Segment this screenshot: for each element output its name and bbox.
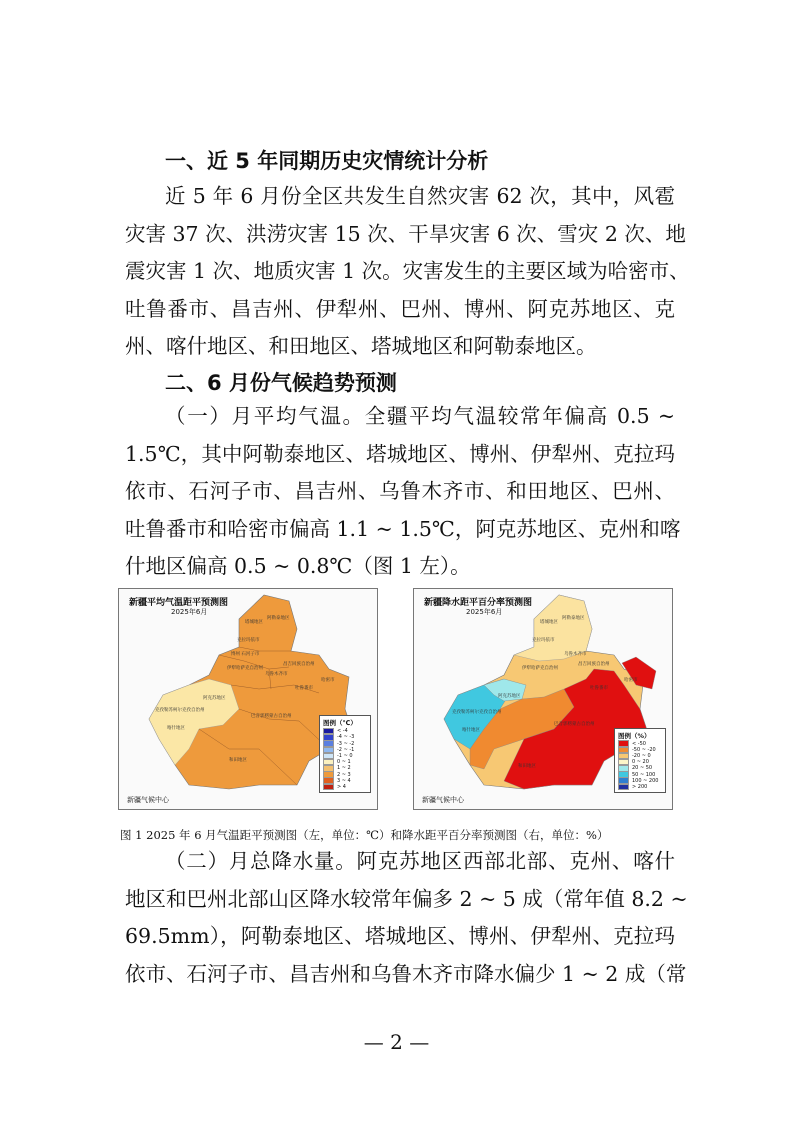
legend-swatch [618, 784, 629, 791]
legend-label: -1 ~ 0 [337, 752, 353, 759]
legend-label: -20 ~ 0 [632, 752, 651, 759]
paragraph-precipitation [125, 843, 688, 993]
svg-text:巴音郭楞蒙古自治州: 巴音郭楞蒙古自治州 [251, 714, 292, 719]
text-line: （二）月总降水量。阿克苏地区西部北部、克州、喀什 [165, 849, 675, 873]
svg-text:伊犁哈萨克自治州: 伊犁哈萨克自治州 [227, 666, 263, 671]
legend-label: < -50 [632, 740, 646, 747]
section-heading-1: 一、近 5 年同期历史灾情统计分析 [165, 149, 489, 173]
text-line: 69.5mm），阿勒泰地区、塔城地区、博州、伊犁州、克拉玛 [125, 924, 675, 948]
text-line: 州、喀什地区、和田地区、塔城地区和阿勒泰地区。 [125, 334, 597, 358]
text-line: 依市、石河子市、昌吉州和乌鲁木齐市降水偏少 1 ~ 2 成（常 [125, 961, 687, 986]
legend-label: 0 ~ 20 [632, 759, 649, 766]
legend-label: 3 ~ 4 [337, 777, 351, 784]
svg-text:伊犁哈萨克自治州: 伊犁哈萨克自治州 [522, 666, 558, 671]
svg-text:阿勒泰地区: 阿勒泰地区 [267, 616, 290, 621]
svg-text:哈密市: 哈密市 [624, 678, 638, 683]
legend-title: 图例（%） [618, 731, 651, 740]
legend-label: 50 ~ 100 [632, 771, 656, 778]
text-line: 震灾害 1 次、地质灾害 1 次。灾害发生的主要区域为哈密市、 [125, 259, 690, 283]
svg-text:哈密市: 哈密市 [321, 678, 335, 683]
paragraph-disaster-stats [125, 178, 690, 366]
svg-text:阿勒泰地区: 阿勒泰地区 [562, 616, 585, 621]
svg-text:克拉玛依市: 克拉玛依市 [237, 638, 260, 643]
map-title: 新疆降水距平百分率预测图 [424, 598, 533, 608]
legend-label: 20 ~ 50 [632, 765, 653, 772]
section-heading-2: 二、6 月份气候趋势预测 [165, 371, 397, 395]
legend-label: -4 ~ -3 [337, 734, 355, 741]
svg-text:克孜勒苏柯尔克孜自治州: 克孜勒苏柯尔克孜自治州 [155, 708, 205, 713]
text-line: 依市、石河子市、昌吉州、乌鲁木齐市、和田地区、巴州、 [125, 479, 675, 503]
svg-text:博州 石河子市: 博州 石河子市 [231, 652, 260, 657]
svg-text:塔城地区: 塔城地区 [540, 620, 558, 625]
legend-item [323, 784, 367, 790]
legend-label: -50 ~ -20 [632, 746, 656, 753]
text-line: 什地区偏高 0.5 ~ 0.8℃（图 1 左）。 [125, 554, 471, 578]
legend-swatch [323, 784, 334, 791]
svg-text:吐鲁番市: 吐鲁番市 [590, 686, 608, 691]
svg-text:巴音郭楞蒙古自治州: 巴音郭楞蒙古自治州 [554, 722, 595, 727]
figure-caption: 图 1 2025 年 6 月气温距平预测图（左，单位：℃）和降水距平百分率预测图（右，单位：%） [120, 828, 609, 842]
map-date: 2025年6月 [466, 608, 503, 616]
legend-label: 0 ~ 1 [337, 759, 351, 766]
svg-text:克拉玛依市: 克拉玛依市 [532, 638, 555, 643]
svg-text:吐鲁番市: 吐鲁番市 [295, 686, 313, 691]
legend-label: -2 ~ -1 [337, 746, 355, 753]
text-line: 灾害 37 次、洪涝灾害 15 次、干旱灾害 6 次、雪灾 2 次、地 [125, 221, 686, 246]
legend-label: > 4 [337, 783, 346, 790]
map-source: 新疆气候中心 [422, 796, 464, 804]
svg-text:和田地区: 和田地区 [229, 758, 247, 763]
svg-text:喀什地区: 喀什地区 [167, 726, 185, 731]
temperature-map-legend [319, 715, 371, 793]
legend-entries [323, 728, 367, 790]
map-source: 新疆气候中心 [127, 796, 169, 804]
svg-text:阿克苏地区: 阿克苏地区 [203, 696, 226, 701]
legend-label: < -4 [337, 728, 348, 735]
paragraph-temperature [125, 398, 681, 586]
text-line: 吐鲁番市和哈密市偏高 1.1 ~ 1.5℃，阿克苏地区、克州和喀 [125, 516, 681, 541]
legend-label: 100 ~ 200 [632, 777, 659, 784]
text-line: 1.5℃，其中阿勒泰地区、塔城地区、博州、伊犁州、克拉玛 [125, 441, 675, 466]
legend-label: 2 ~ 3 [337, 771, 351, 778]
svg-text:乌鲁木齐市: 乌鲁木齐市 [564, 652, 587, 657]
page-number: — 2 — [363, 1030, 430, 1054]
precipitation-anomaly-map [413, 588, 673, 810]
svg-text:塔城地区: 塔城地区 [245, 620, 263, 625]
map-title: 新疆平均气温距平预测图 [129, 598, 229, 608]
temperature-anomaly-map [118, 588, 378, 810]
text-line: 吐鲁番市、昌吉州、伊犁州、巴州、博州、阿克苏地区、克 [125, 296, 675, 321]
precipitation-map-legend [614, 728, 666, 794]
svg-text:昌吉回族自治州: 昌吉回族自治州 [283, 662, 315, 667]
svg-text:克孜勒苏柯尔克孜自治州: 克孜勒苏柯尔克孜自治州 [452, 710, 502, 715]
svg-text:和田地区: 和田地区 [518, 764, 536, 769]
text-line: 近 5 年 6 月份全区共发生自然灾害 62 次，其中，风雹 [165, 184, 675, 208]
svg-text:乌鲁木齐市: 乌鲁木齐市 [265, 672, 288, 677]
svg-text:阿克苏地区: 阿克苏地区 [498, 694, 521, 699]
legend-label: > 200 [632, 783, 648, 790]
map-date: 2025年6月 [171, 608, 208, 616]
legend-entries [618, 741, 662, 791]
legend-title: 图例（℃） [323, 719, 357, 728]
text-line: （一）月平均气温。全疆平均气温较常年偏高 0.5 ~ [165, 404, 675, 428]
legend-label: 1 ~ 2 [337, 765, 351, 772]
legend-label: -3 ~ -2 [337, 740, 355, 747]
text-line: 地区和巴州北部山区降水较常年偏多 2 ~ 5 成（常年值 8.2 ~ [125, 886, 688, 911]
svg-text:昌吉回族自治州: 昌吉回族自治州 [578, 662, 610, 667]
svg-text:喀什地区: 喀什地区 [462, 728, 480, 733]
legend-item [618, 784, 662, 790]
